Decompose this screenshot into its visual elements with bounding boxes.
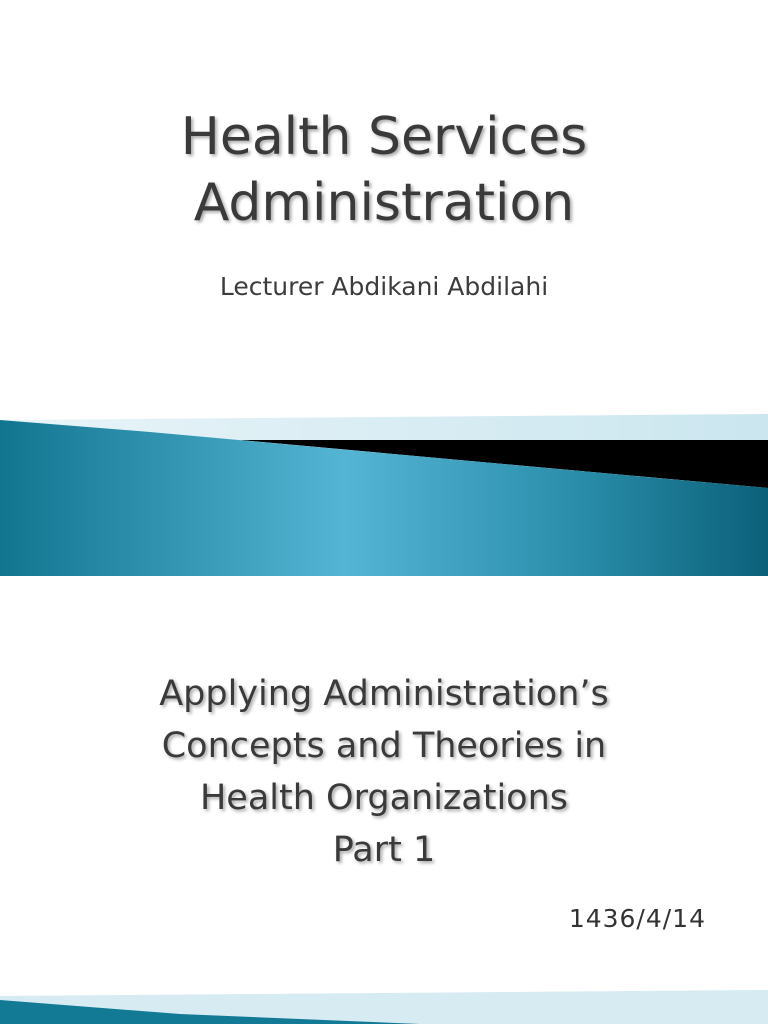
slide-1-subtitle: Lecturer Abdikani Abdilahi [219, 272, 549, 301]
slide-1-title-line-2: Administration [193, 173, 575, 233]
slide-2-title-line-3: Health Organizations [199, 778, 569, 818]
slide-1-title-line-1: Health Services [180, 107, 588, 167]
slide-2 [0, 576, 768, 1024]
slide-2-title-line-2: Concepts and Theories in [161, 726, 607, 766]
decorative-wave-band-bottom [0, 576, 768, 1024]
slide-2-title-line-1: Applying Administration’s [159, 674, 609, 714]
slide-2-title-line-4: Part 1 [332, 830, 436, 870]
slide-2-date: 1436/4/14 [568, 904, 706, 933]
